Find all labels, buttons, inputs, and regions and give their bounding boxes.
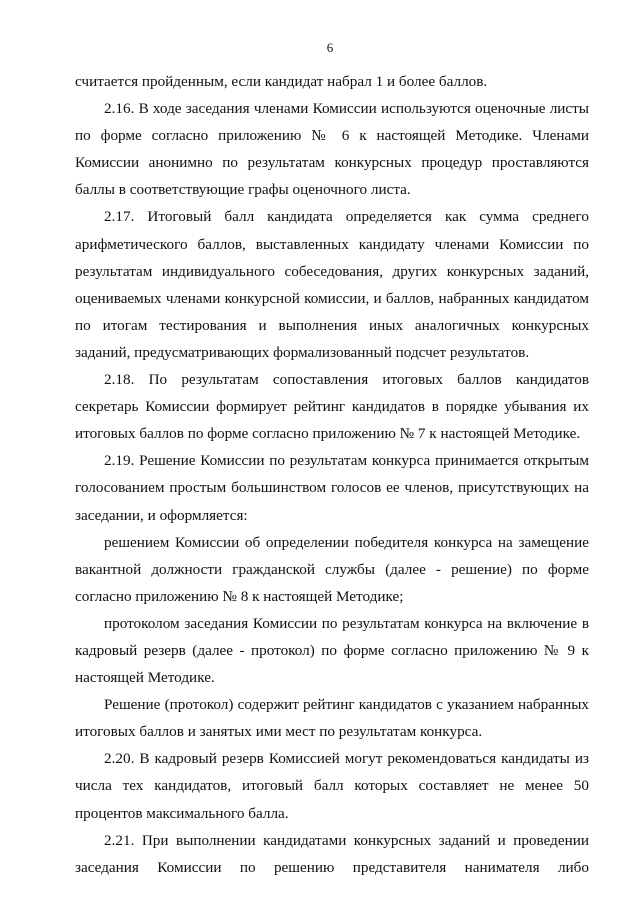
paragraph-2-19: 2.19. Решение Комиссии по результатам конкурса принимается открытым голосованием простым большинством голосов ее членов, присутствующих на заседании, и оформляется: bbox=[75, 452, 589, 524]
document-body bbox=[75, 68, 589, 881]
paragraph-2-18: 2.18. По результатам сопоставления итоговых баллов кандидатов секретарь Комиссии формирует рейтинг кандидатов в порядке убывания их итоговых баллов по форме согласно приложению № 7 к настоящей Методике. bbox=[75, 371, 589, 443]
paragraph-2-17: 2.17. Итоговый балл кандидата определяется как сумма среднего арифметического баллов, выставленных кандидату членами Комиссии по результатам индивидуального собеседования, других конкурсных заданий, оцениваемых членами конкурсной комиссии, и баллов, набранных кандидатом по итогам тестирования и выполнения иных аналогичных конкурсных заданий, предусматривающих формализованный подсчет результатов. bbox=[75, 208, 589, 361]
paragraph-protocol: протоколом заседания Комиссии по результатам конкурса на включение в кадровый резерв (далее - протокол) по форме согласно приложению № 9 к настоящей Методике. bbox=[75, 614, 589, 687]
paragraph-2-16: 2.16. В ходе заседания членами Комиссии используются оценочные листы по форме согласно приложению № 6 к настоящей Методике. Членами Комиссии анонимно по результатам конкурсных процедур проставляются баллы в соответствующие графы оценочного листа. bbox=[75, 100, 589, 199]
paragraph-rating: Решение (протокол) содержит рейтинг кандидатов с указанием набранных итоговых баллов и занятых ими мест по результатам конкурса. bbox=[75, 696, 589, 741]
paragraph-2-21: 2.21. При выполнении кандидатами конкурсных заданий и проведении заседания Комиссии по решению представителя нанимателя либо bbox=[75, 831, 589, 876]
paragraph-decision: решением Комиссии об определении победителя конкурса на замещение вакантной должности гражданской службы (далее - решение) по форме согласно приложению № 8 к настоящей Методике; bbox=[75, 533, 589, 605]
page-number: 6 bbox=[326, 40, 334, 55]
paragraph-2-20: 2.20. В кадровый резерв Комиссией могут рекомендоваться кандидаты из числа тех кандидатов, итоговый балл которых составляет не менее 50 процентов максимального балла. bbox=[75, 750, 589, 822]
paragraph-continuation: считается пройденным, если кандидат набрал 1 и более баллов. bbox=[75, 73, 488, 90]
